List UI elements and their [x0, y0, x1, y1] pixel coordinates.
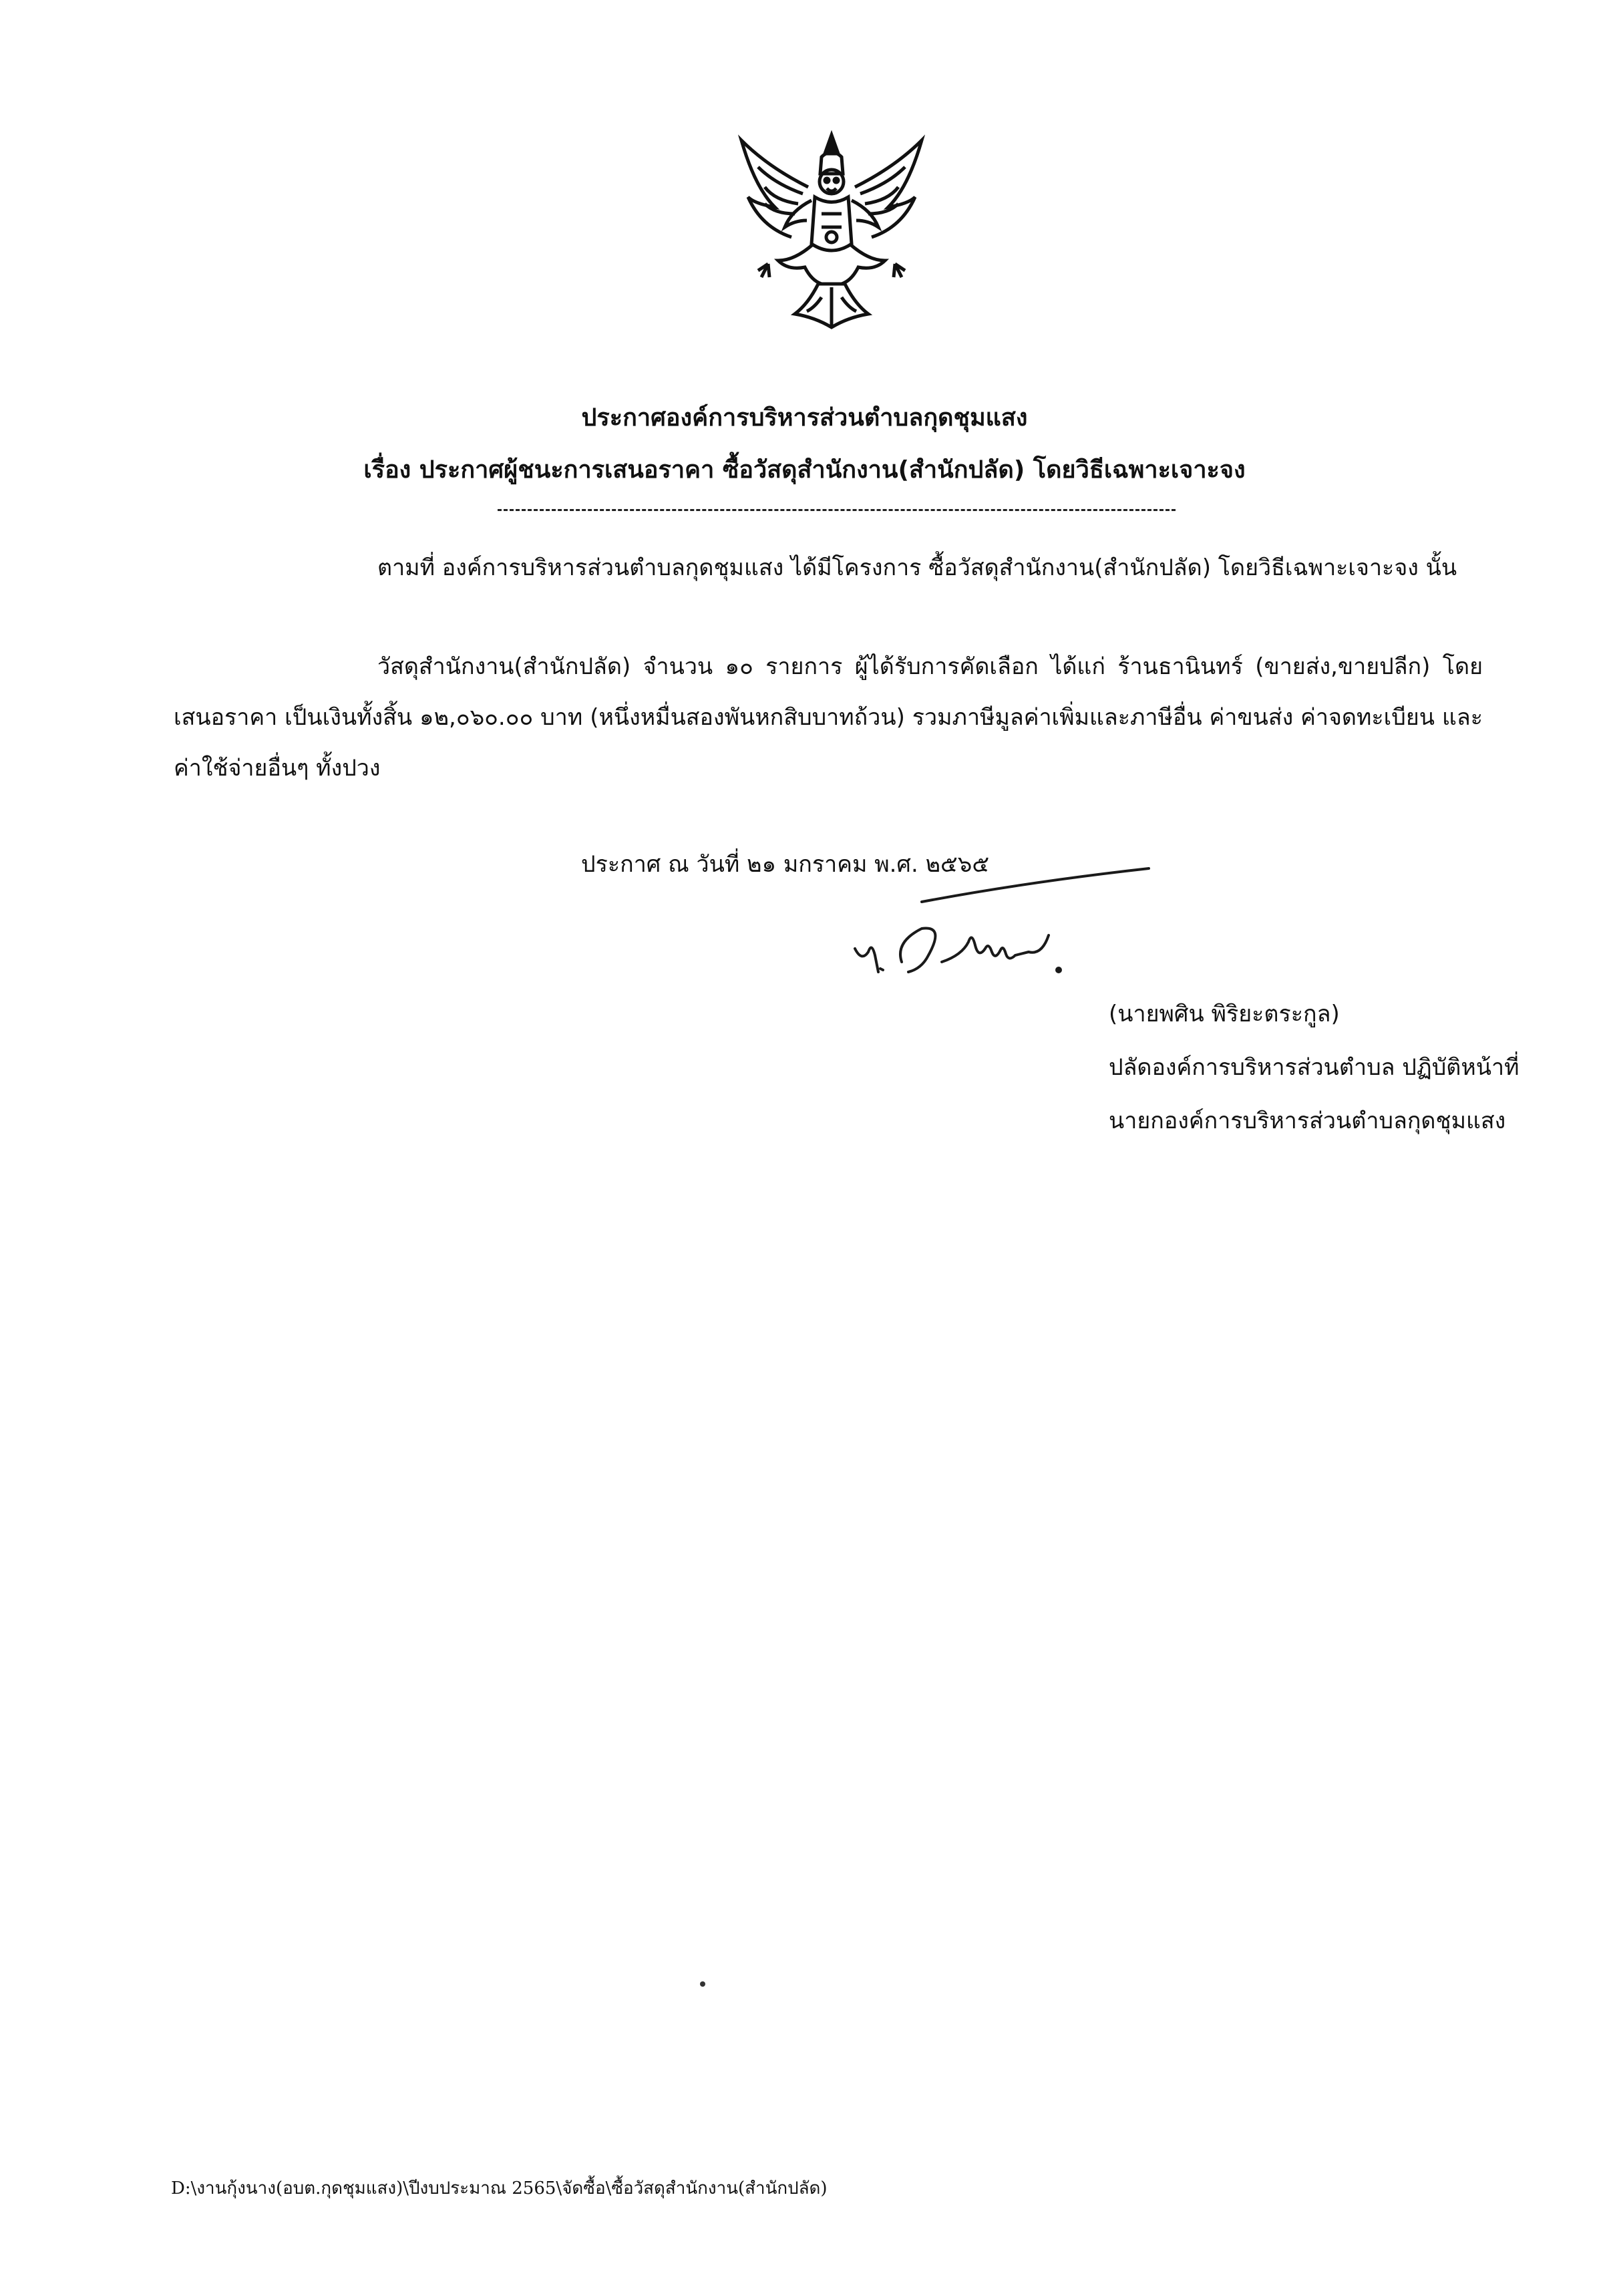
file-path-footer: D:\งานกุ้งนาง(อบต.กุดชุมแสง)\ปีงบประมาณ 2565\จัดซื้อ\ซื้อวัสดุสำนักงาน(สำนักปลัด): [171, 2178, 828, 2198]
subject-title: เรื่อง ประกาศผู้ชนะการเสนอราคา ซื้อวัสดุสำนักงาน(สำนักปลัด) โดยวิธีเฉพาะเจาะจง: [363, 456, 1246, 484]
org-title: ประกาศองค์การบริหารส่วนตำบลกุดชุมแสง: [581, 404, 1028, 432]
header-divider: [498, 509, 1176, 511]
handwritten-signature: [828, 862, 1256, 995]
signer-name: (นายพศิน พิริยะตระกูล): [1109, 1001, 1340, 1027]
paragraph-winner: วัสดุสำนักงาน(สำนักปลัด) จำนวน ๑๐ รายการ ผู้ได้รับการคัดเลือก ได้แก่ ร้านธานินทร์ (ขายส่ง,ขายปลีก) โดยเสนอราคา เป็นเงินทั้งสิ้น ๑๒,๐๖๐.๐๐ บาท (หนึ่งหมื่นสองพันหกสิบบาทถ้วน) รวมภาษีมูลค่าเพิ่มและภาษีอื่น ค่าขนส่ง ค่าจดทะเบียน และค่าใช้จ่ายอื่นๆ ทั้งปวง: [174, 653, 1483, 782]
signer-position: ปลัดองค์การบริหารส่วนตำบล ปฏิบัติหน้าที่: [1109, 1054, 1519, 1081]
signer-acting-position: นายกองค์การบริหารส่วนตำบลกุดชุมแสง: [1109, 1108, 1506, 1134]
scan-speck: [700, 1981, 705, 1987]
garuda-emblem-icon: [728, 127, 935, 341]
paragraph-project: ตามที่ องค์การบริหารส่วนตำบลกุดชุมแสง ได้มีโครงการ ซื้อวัสดุสำนักงาน(สำนักปลัด) โดยวิธีเฉพาะเจาะจง นั้น: [377, 554, 1457, 581]
announcement-date: ประกาศ ณ วันที่ ๒๑ มกราคม พ.ศ. ๒๕๖๕: [581, 851, 990, 878]
